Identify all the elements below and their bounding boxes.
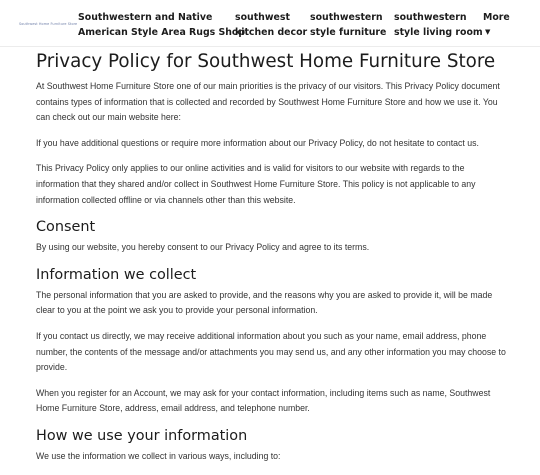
nav-item-kitchen-decor[interactable]	[235, 10, 307, 40]
intro-paragraph: At Southwest Home Furniture Store one of our main priorities is the privacy of our visitors. This Privacy Policy document contains types of information that is collected and recorded by Southwest Home Furniture Store and how we use it. You can check out our main website here:	[36, 81, 500, 123]
collect-paragraph: If you contact us directly, we may receive additional information about you such as your name, email address, phone number, the contents of the message and/or attachments you may send us, and any other information you may choose to provide.	[36, 330, 506, 373]
section-heading-information-collect: Information we collect	[36, 266, 197, 283]
nav-item-label: kitchen decor	[235, 27, 308, 38]
nav-item-label: American Style Area Rugs Shop	[78, 27, 246, 38]
more-menu-button[interactable]	[483, 10, 510, 40]
intro-paragraph: If you have additional questions or require more information about our Privacy Policy, do not hesitate to contact us.	[36, 137, 479, 148]
collect-paragraph: The personal information that you are asked to provide, and the reasons why you are asked to provide it, will be made clear to you at the point we ask you to provide your personal information.	[36, 289, 493, 316]
nav-item-label: Southwestern and Native	[78, 12, 213, 23]
site-header	[0, 0, 540, 47]
collect-paragraph: When you register for an Account, we may ask for your contact information, including items such as name, Southwest Home Furniture Store, address, email address, and telephone number.	[36, 387, 491, 414]
consent-paragraph: By using our website, you hereby consent to our Privacy Policy and agree to its terms.	[36, 242, 370, 253]
nav-item-label: style furniture	[310, 27, 387, 38]
caret-down-icon: ▼	[485, 28, 491, 36]
section-heading-how-we-use: How we use your information	[36, 427, 248, 444]
intro-paragraph: This Privacy Policy only applies to our online activities and is valid for visitors to our website with regards to the information that they shared and/or collect in Southwest Home Furniture Store. This policy is not applicable to any information collected offline or via channels other than this website.	[36, 163, 476, 205]
section-heading-consent: Consent	[36, 219, 96, 236]
site-logo[interactable]: Southwest Home Furniture Store	[19, 22, 78, 26]
use-paragraph: We use the information we collect in various ways, including to:	[36, 450, 281, 461]
nav-item-area-rugs[interactable]	[78, 10, 245, 40]
more-menu-label: More	[483, 12, 510, 23]
nav-item-label: southwestern	[394, 12, 467, 23]
nav-item-label: southwestern	[310, 12, 383, 23]
privacy-policy-content	[36, 51, 506, 475]
nav-item-label: style living room	[394, 27, 483, 38]
nav-item-style-furniture[interactable]	[310, 10, 386, 40]
page-title: Privacy Policy for Southwest Home Furniture Store	[36, 51, 496, 72]
nav-item-label: southwest	[235, 12, 290, 23]
nav-item-living-room[interactable]	[394, 10, 483, 40]
